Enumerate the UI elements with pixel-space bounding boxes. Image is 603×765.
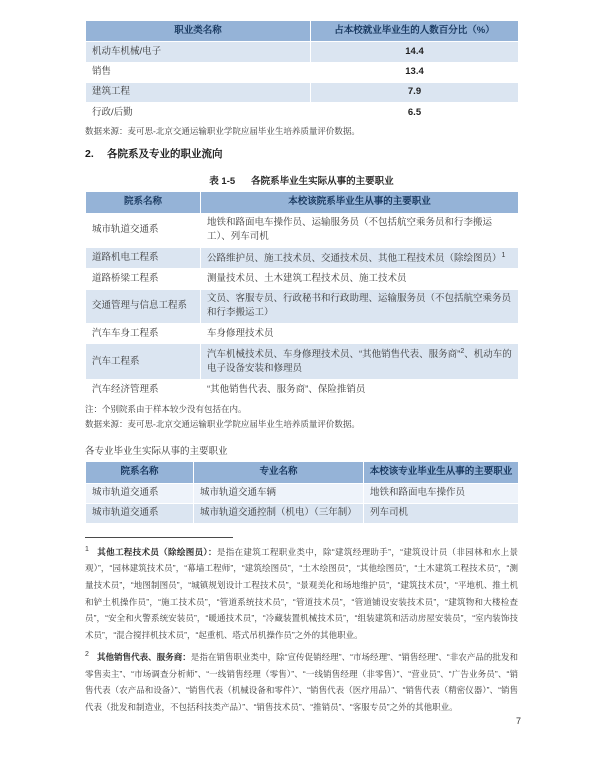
table-header-row xyxy=(86,462,519,483)
occupation-class-cell: 销售 xyxy=(86,62,311,82)
footnote-term: 其他销售代表、服务商： xyxy=(96,652,191,663)
occupation-class-cell: 建筑工程 xyxy=(86,82,311,102)
department-header: 院系名称 xyxy=(86,462,194,483)
footnotes-block xyxy=(85,543,518,715)
jobs-cell: 列车司机 xyxy=(364,503,519,523)
table-1-5-caption xyxy=(85,173,518,187)
table-row xyxy=(86,324,519,344)
department-cell: 汽车车身工程系 xyxy=(86,324,201,344)
section-heading xyxy=(85,146,518,161)
sample-note: 注：个别院系由于样本较少没有包括在内。 xyxy=(85,404,247,415)
department-cell: 城市轨道交通系 xyxy=(86,483,194,503)
section-title: 各院系及专业的职业流向 xyxy=(107,148,223,161)
department-jobs-table xyxy=(85,191,519,400)
percent-cell: 14.4 xyxy=(311,42,519,62)
major-jobs-table xyxy=(85,461,519,524)
department-cell: 城市轨道交通系 xyxy=(86,213,201,248)
percent-header: 占本校就业毕业生的人数百分比（%） xyxy=(311,21,519,42)
table-row xyxy=(86,82,519,102)
footnote-marker: 1 xyxy=(85,546,89,554)
major-cell: 城市轨道交通车辆 xyxy=(194,483,364,503)
footnote: $^1$ 其他工程技术员（除绘图员）：是指在建筑工程职业类中，除“建筑经理助手”，“建筑设计员（非园林和水上景观）”，“园林建筑技术员”，“幕墙工程师”，“建筑绘图员”，“土木绘图员”，“其他绘图员”，“土木建筑工程技术员”，“测量技术员”，“地图制图员”，“城镇规划设计工程技术员”，“景观美化和场地维护员”，“建筑技术员”，“平地机、推土机和铲土机操作员”，“施工技术员”，“管道系统技术员”，“管道技术员”，“管道铺设安装技术员”，“建筑物和大楼检查员”，“安全和火警系统安装员”，“暖通技术员”，“冷藏装置机械技术员”，“组装建筑和活动房屋安装员”，“室内装饰技术员”，“混合搅拌机技术员”，“起重机、塔式吊机操作员”之外的其他职业。 xyxy=(85,546,518,640)
footnote-ref: 2 xyxy=(460,347,465,355)
percent-cell: 6.5 xyxy=(311,103,519,123)
percent-cell: 7.9 xyxy=(311,82,519,102)
occupation-class-cell: 行政/后勤 xyxy=(86,103,311,123)
jobs-cell: 地铁和路面电车操作员 xyxy=(364,483,519,503)
footnote-ref: 1 xyxy=(501,251,506,259)
page-content xyxy=(85,20,518,715)
data-source-note: 数据来源：麦可思-北京交通运输职业学院应届毕业生培养质量评价数据。 xyxy=(85,419,360,430)
department-cell: 道路机电工程系 xyxy=(86,248,201,269)
jobs-cell: 公路维护员、施工技术员、交通技术员、其他工程技术员（除绘图员）$^1$ xyxy=(201,248,519,269)
table-row xyxy=(86,503,519,523)
table-row xyxy=(86,380,519,400)
department-cell: 汽车工程系 xyxy=(86,344,201,380)
table-row xyxy=(86,483,519,503)
table-row xyxy=(86,248,519,269)
table-row xyxy=(86,289,519,324)
table-row xyxy=(86,62,519,82)
department-cell: 道路桥梁工程系 xyxy=(86,269,201,289)
table-row xyxy=(86,42,519,62)
jobs-cell: 车身修理技术员 xyxy=(201,324,519,344)
jobs-cell: 地铁和路面电车操作员、运输服务员（不包括航空乘务员和行李搬运工）、列车司机 xyxy=(201,213,519,248)
occupation-percent-table xyxy=(85,20,519,123)
jobs-header: 本校该院系毕业生从事的主要职业 xyxy=(201,192,519,213)
jobs-header: 本校该专业毕业生从事的主要职业 xyxy=(364,462,519,483)
jobs-cell: “其他销售代表、服务商”、保险推销员 xyxy=(201,380,519,400)
page-number: 7 xyxy=(515,716,521,726)
footnote-term: 其他工程技术员（除绘图员）： xyxy=(96,546,217,557)
table-row xyxy=(86,269,519,289)
major-table-caption: 各专业毕业生实际从事的主要职业 xyxy=(85,446,228,458)
percent-cell: 13.4 xyxy=(311,62,519,82)
department-cell: 城市轨道交通系 xyxy=(86,503,194,523)
table-caption-label: 表 1-5 xyxy=(209,176,236,188)
table-row xyxy=(86,213,519,248)
major-cell: 城市轨道交通控制（机电）（三年制） xyxy=(194,503,364,523)
major-header: 专业名称 xyxy=(194,462,364,483)
jobs-cell: 汽车机械技术员、车身修理技术员、“其他销售代表、服务商”$^2$、机动车的电子设备安装和修理员 xyxy=(201,344,519,380)
department-header: 院系名称 xyxy=(86,192,201,213)
table-row xyxy=(86,344,519,380)
occupation-class-cell: 机动车机械/电子 xyxy=(86,42,311,62)
footnote: $^2$ 其他销售代表、服务商：是指在销售职业类中，除“宣传促销经理”、“市场经理”、“销售经理”、“非农产品的批发和零售卖主”、“市场调查分析师”、“一线销售经理（零售）”、“一线销售经理（非零售）”、“营业员”、“广告业务员”、“销售代表（农产品和设备）”、“销售代表（机械设备和零件）”、“销售代表（医疗用品）”、“销售代表（精密仪器）”、“销售代表（批发和制造业，不包括科技类产品）”、“销售技术员”、“推销员”、“客服专员”之外的其他职业。 xyxy=(85,651,518,712)
footnote-marker: 2 xyxy=(85,651,89,659)
department-cell: 汽车经济管理系 xyxy=(86,380,201,400)
footnote-separator xyxy=(85,537,233,538)
jobs-cell: 测量技术员、土木建筑工程技术员、施工技术员 xyxy=(201,269,519,289)
table-header-row xyxy=(86,21,519,42)
department-cell: 交通管理与信息工程系 xyxy=(86,289,201,324)
occupation-class-header: 职业类名称 xyxy=(86,21,311,42)
table-caption-title: 各院系毕业生实际从事的主要职业 xyxy=(251,176,394,188)
data-source-note: 数据来源：麦可思-北京交通运输职业学院应届毕业生培养质量评价数据。 xyxy=(85,126,360,137)
section-number: 2. xyxy=(85,148,94,161)
table-row xyxy=(86,103,519,123)
table-header-row xyxy=(86,192,519,213)
jobs-cell: 文员、客服专员、行政秘书和行政助理、运输服务员（不包括航空乘务员和行李搬运工） xyxy=(201,289,519,324)
